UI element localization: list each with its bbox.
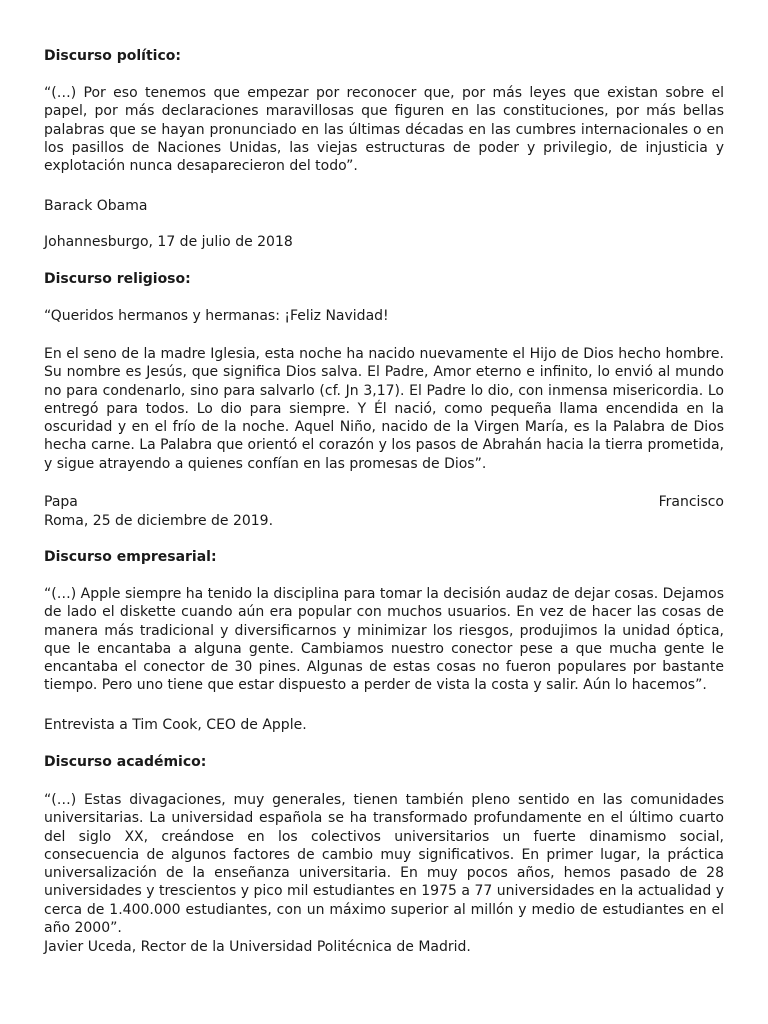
section-heading-politico: Discurso político: [44, 48, 181, 64]
author-left-religioso: Papa [44, 494, 78, 510]
place-date-religioso: Roma, 25 de diciembre de 2019. [44, 513, 274, 529]
author-right-religioso: Francisco [658, 494, 724, 510]
quote-politico: “(…) Por eso tenemos que empezar por reconocer que, por más leyes que existan sobre el papel, por más declaraciones maravillosas que figuren en las constituciones, por más bellas palabras que se hayan pronunciado en las últimas décadas en las cumbres internacionales o en los pasillos de Naciones Unidas, las viejas estructuras de poder y privilegio, de injusticia y explotación nunca desaparecieron del todo”. [44, 85, 724, 175]
quote-empresarial: “(…) Apple siempre ha tenido la disciplina para tomar la decisión audaz de dejar cosas. Dejamos de lado el diskette cuando aún era popular con muchos usuarios. En vez de hacer las cosas de manera más tradicional y diversificarnos y minimizar los riesgos, produjimos la unidad óptica, que le encantaba a alguna gente. Cambiamos nuestro conector pese a que mucha gente le encantaba el conector de 30 pines. Algunas de estas cosas no fueron populares por bastante tiempo. Pero uno tiene que estar dispuesto a perder de vista la costa y salir. Aún lo hacemos”. [44, 586, 724, 694]
section-heading-religioso: Discurso religioso: [44, 271, 191, 287]
body-religioso: En el seno de la madre Iglesia, esta noche ha nacido nuevamente el Hijo de Dios hecho hombre. Su nombre es Jesús, que significa Dios salva. El Padre, Amor eterno e infinito, lo envió al mundo no para condenarlo, sino para salvarlo (cf. Jn 3,17). El Padre lo dio, con inmensa misericordia. Lo entregó para todos. Lo dio para siempre. Y Él nació, como pequeña llama encendida en la oscuridad y en el frío de la noche. Aquel Niño, nacido de la Virgen María, es la Palabra de Dios hecha carne. La Palabra que orientó el corazón y los pasos de Abrahán hacia la tierra prometida, y sigue atrayendo a quienes confían en las promesas de Dios”. [44, 346, 724, 472]
section-heading-academico: Discurso académico: [44, 754, 207, 770]
author-politico: Barack Obama [44, 198, 148, 214]
greeting-religioso: “Queridos hermanos y hermanas: ¡Feliz Navidad! [44, 308, 389, 324]
place-date-politico: Johannesburgo, 17 de julio de 2018 [44, 234, 293, 250]
signature-row-religioso [44, 493, 724, 511]
section-heading-empresarial: Discurso empresarial: [44, 549, 217, 565]
quote-academico: “(…) Estas divagaciones, muy generales, tienen también pleno sentido en las comunidades universitarias. La universidad española se ha transformado profundamente en el último cuarto del siglo XX, creándose en los colectivos universitarios un fuerte dinamismo social, consecuencia de algunos factores de cambio muy significativos. En primer lugar, la práctica universalización de la enseñanza universitaria. En muy pocos años, hemos pasado de 28 universidades y trescientos y pico mil estudiantes en 1975 a 77 universidades en la actualidad y cerca de 1.400.000 estudiantes, con un máximo superior al millón y medio de estudiantes en el año 2000”. [44, 792, 724, 937]
source-academico: Javier Uceda, Rector de la Universidad Politécnica de Madrid. [44, 939, 471, 955]
source-empresarial: Entrevista a Tim Cook, CEO de Apple. [44, 717, 307, 733]
